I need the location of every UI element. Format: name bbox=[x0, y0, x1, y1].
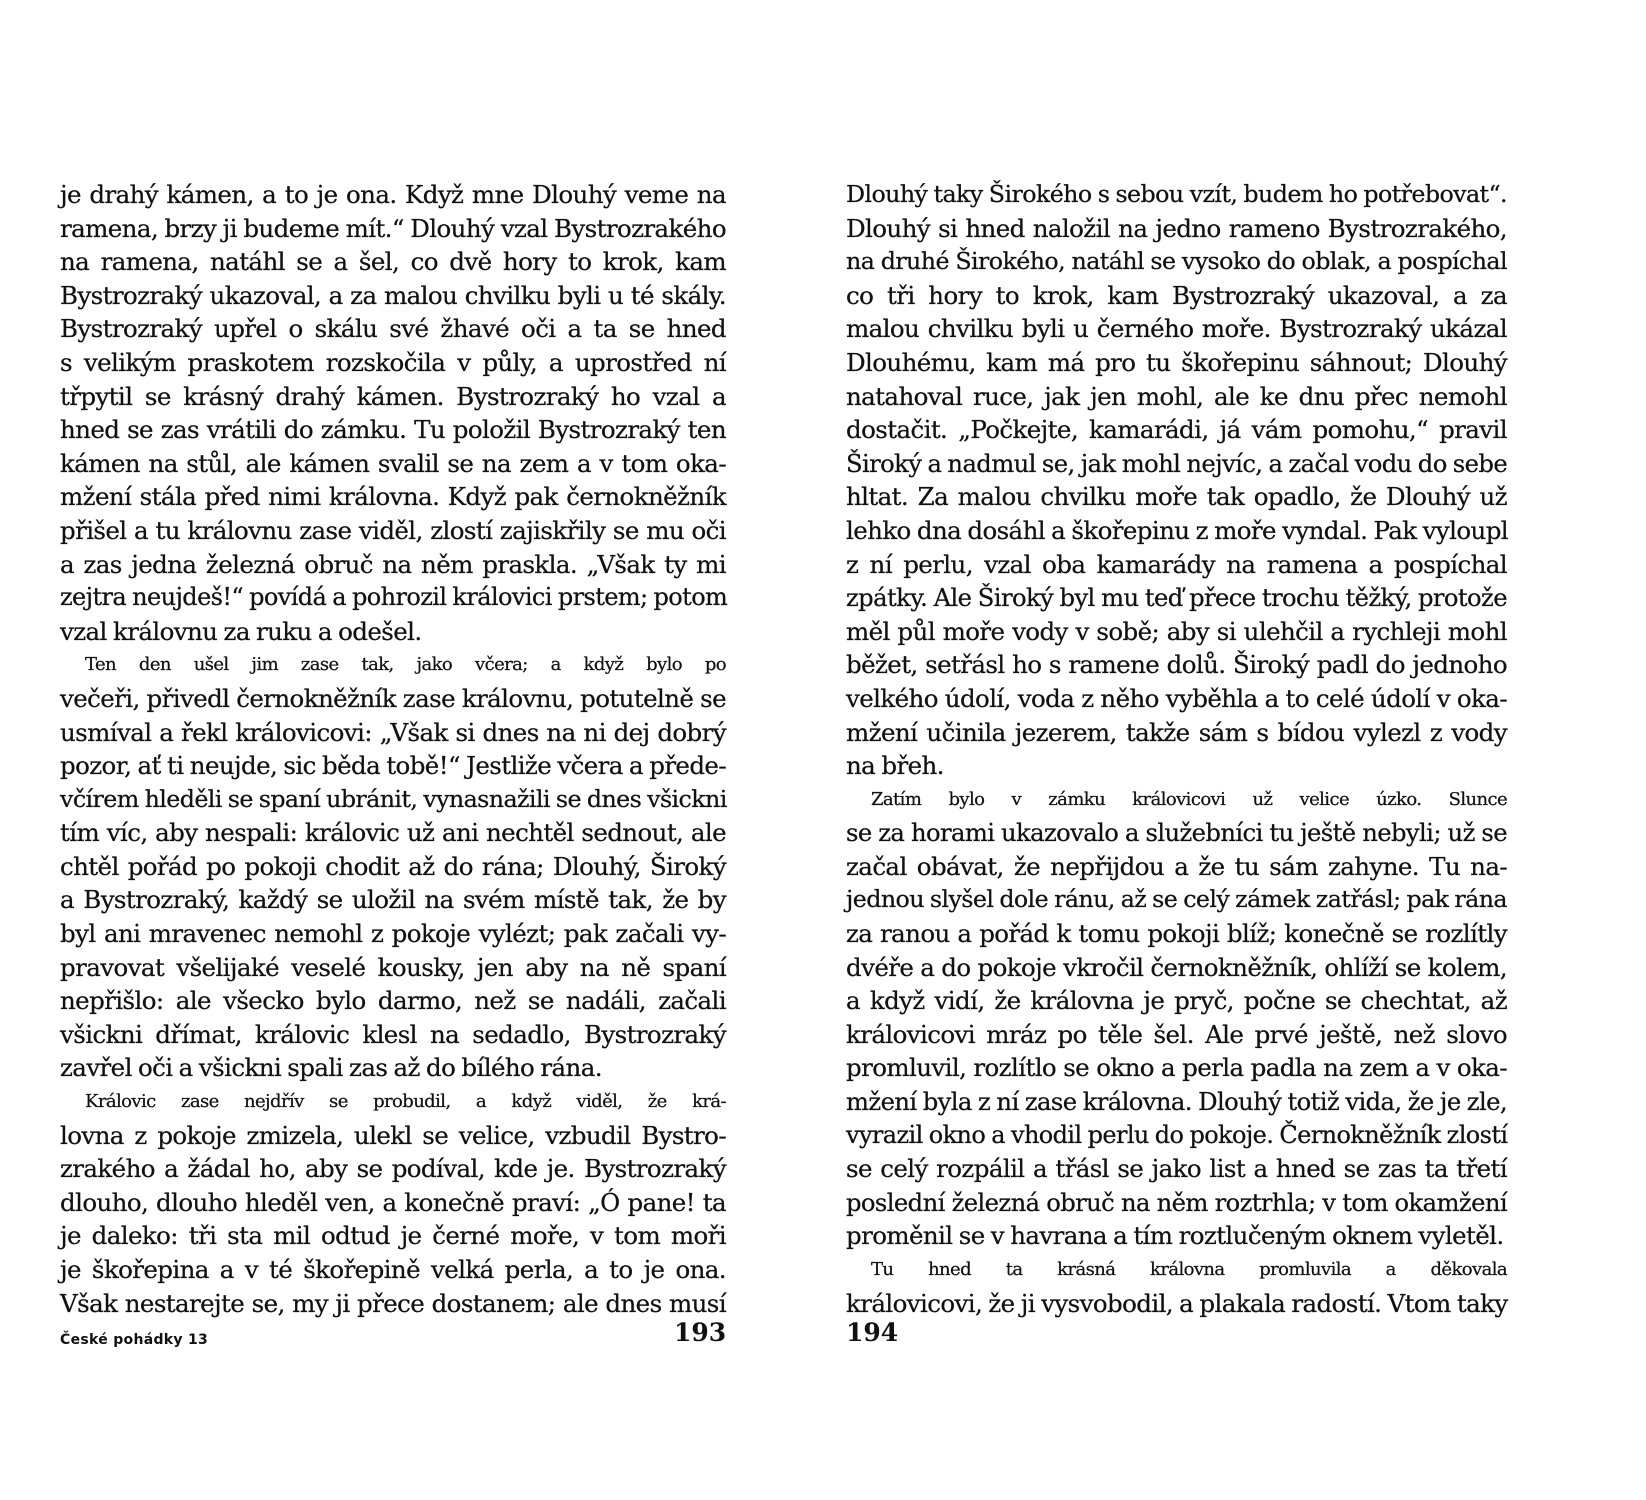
text-line: promluvil, rozlítlo se okno a perla padla na zem a v oka- bbox=[846, 1053, 1507, 1083]
text-line: včírem hleděli se spaní ubránit, vynasnažili se dnes všickni bbox=[60, 784, 727, 813]
text-line: usmíval a řekl královicovi: „Však si dnes na ni dej dobrý bbox=[60, 717, 726, 747]
text-line: tím víc, aby nespali: královic už ani nechtěl sednout, ale bbox=[60, 818, 726, 848]
text-line: mžení učinila jezerem, takže sám s bídou vylezl z vody bbox=[846, 717, 1507, 747]
text-line: Tu hned ta krásná královna promluvila a děkovala bbox=[871, 1259, 1507, 1280]
text-line: hned se zas vrátili do zámku. Tu položil Bystrozraký ten bbox=[60, 415, 726, 445]
text-line: zavřel oči a všickni spali zas až do bílého rána. bbox=[60, 1053, 602, 1083]
text-line: poslední železná obruč na něm roztrhla; v tom okamžení bbox=[846, 1187, 1507, 1217]
text-line: Zatím bylo v zámku královicovi už velice úzko. Slunce bbox=[871, 788, 1507, 810]
text-line: dvéře a do pokoje vkročil černokněžník, ohlíží se kolem, bbox=[846, 952, 1507, 982]
text-line: zejtra neujdeš!“ povídá a pohrozil královici prstem; potom bbox=[60, 583, 728, 612]
text-line: za ranou a pořád k tomu pokoji blíž; konečně se rozlítly bbox=[846, 919, 1507, 949]
text-line: královicovi, že ji vysvobodil, a plakala radostí. Vtom taky bbox=[846, 1288, 1508, 1318]
text-line: třpytil se krásný drahý kámen. Bystrozraký ho vzal a bbox=[60, 381, 726, 411]
text-line: Dlouhý taky Širokého s sebou vzít, budem ho potřebovat“. bbox=[846, 180, 1507, 208]
page-number-left: 193 bbox=[674, 1318, 727, 1347]
text-line: na ramena, natáhl se a šel, co dvě hory to krok, kam bbox=[60, 247, 726, 277]
text-line: královicovi mráz po těle šel. Ale prvé ještě, než slovo bbox=[846, 1019, 1507, 1049]
text-line: a Bystrozraký, každý se uložil na svém místě tak, že by bbox=[60, 885, 726, 915]
text-line: Však nestarejte se, my ji přece dostanem; ale dnes musí bbox=[60, 1288, 726, 1318]
text-line: se za horami ukazovalo a služebníci tu ještě nebyli; už se bbox=[846, 818, 1507, 848]
text-line: je drahý kámen, a to je ona. Když mne Dlouhý veme na bbox=[60, 180, 726, 209]
text-line: měl půl moře vody v sobě; aby si ulehčil a rychleji mohl bbox=[846, 616, 1507, 646]
text-line: dostačit. „Počkejte, kamarádi, já vám pomohu,“ pravil bbox=[846, 415, 1507, 445]
text-line: je škořepina a v té škořepině velká perla, a to je ona. bbox=[60, 1255, 726, 1284]
text-line: začal obávat, že nepřijdou a že tu sám zahyne. Tu na- bbox=[846, 851, 1507, 881]
text-line: hltat. Za malou chvilku moře tak opadlo, že Dlouhý už bbox=[846, 482, 1507, 512]
text-line: běžet, setřásl ho s ramene dolů. Široký padl do jednoho bbox=[846, 650, 1507, 680]
text-line: co tři hory to krok, kam Bystrozraký ukazoval, a za bbox=[846, 280, 1507, 310]
text-line: pozor, ať ti neujde, sic běda tobě!“ Jestliže včera a přede- bbox=[60, 751, 726, 781]
text-line: ramena, brzy ji budeme mít.“ Dlouhý vzal Bystrozrakého bbox=[60, 213, 726, 243]
text-line: natahoval ruce, jak jen mohl, ale ke dnu přec nemohl bbox=[846, 381, 1507, 411]
text-line: a když vidí, že královna je pryč, počne se chechtat, až bbox=[846, 986, 1507, 1016]
text-line: malou chvilku byli u černého moře. Bystrozraký ukázal bbox=[846, 314, 1507, 344]
text-line: mžení stála před nimi královna. Když pak černokněžník bbox=[60, 482, 726, 512]
text-line: vyrazil okno a vhodil perlu do pokoje. Černokněžník zlostí bbox=[846, 1120, 1508, 1149]
text-line: Široký a nadmul se, jak mohl nejvíc, a začal vodu do sebe bbox=[846, 448, 1508, 478]
text-line: a zas jedna železná obruč na něm praskla. „Však ty mi bbox=[60, 549, 726, 579]
text-line: je daleko: tři sta mil odtud je černé moře, v tom moři bbox=[60, 1221, 726, 1251]
text-line: na břeh. bbox=[846, 751, 944, 781]
text-line: večeři, přivedl černokněžník zase královnu, potutelně se bbox=[60, 683, 726, 713]
text-line: kámen na stůl, ale kámen svalil se na zem a v tom oka- bbox=[60, 448, 726, 478]
text-line: jednou slyšel dole ránu, až se celý zámek zatřásl; pak rána bbox=[846, 885, 1507, 914]
text-line: zpátky. Ale Široký byl mu teď přece trochu těžký, protože bbox=[846, 583, 1507, 613]
text-line: z ní perlu, vzal oba kamarády na ramena a pospíchal bbox=[846, 549, 1507, 579]
text-line: na druhé Širokého, natáhl se vysoko do oblak, a pospíchal bbox=[846, 247, 1507, 276]
text-line: dlouho, dlouho hleděl ven, a konečně praví: „Ó pane! ta bbox=[60, 1187, 726, 1217]
text-line: Dlouhému, kam má pro tu škořepinu sáhnout; Dlouhý bbox=[846, 347, 1507, 377]
text-line: Královic zase nejdřív se probudil, a když viděl, že krá- bbox=[85, 1091, 726, 1113]
page-number-right: 194 bbox=[846, 1318, 899, 1347]
text-line: velkého údolí, voda z něho vyběhla a to celé údolí v oka- bbox=[846, 683, 1507, 713]
text-line: se celý rozpálil a třásl se jako list a hned se zas ta třetí bbox=[846, 1154, 1507, 1184]
running-footer-title: České pohádky 13 bbox=[60, 1332, 209, 1348]
text-line: vzal královnu za ruku a odešel. bbox=[60, 616, 422, 646]
right-page-text bbox=[846, 178, 1507, 1320]
left-page-text bbox=[60, 178, 726, 1320]
text-line: lehko dna dosáhl a škořepinu z moře vyndal. Pak vyloupl bbox=[846, 515, 1509, 545]
text-line: všickni dřímat, královic klesl na sedadlo, Bystrozraký bbox=[60, 1019, 726, 1049]
text-line: mžení byla z ní zase královna. Dlouhý totiž vida, že je zle, bbox=[846, 1087, 1507, 1117]
text-line: s velikým praskotem rozskočila v půly, a uprostřed ní bbox=[60, 347, 726, 377]
text-line: Ten den ušel jim zase tak, jako včera; a když bylo po bbox=[85, 654, 726, 676]
text-line: Bystrozraký ukazoval, a za malou chvilku byli u té skály. bbox=[60, 280, 726, 310]
text-line: Bystrozraký upřel o skálu své žhavé oči a ta se hned bbox=[60, 314, 726, 344]
text-line: chtěl pořád po pokoji chodit až do rána; Dlouhý, Široký bbox=[60, 851, 726, 881]
text-line: byl ani mravenec nemohl z pokoje vylézt; pak začali vy- bbox=[60, 919, 726, 949]
text-line: Dlouhý si hned naložil na jedno rameno Bystrozrakého, bbox=[846, 213, 1507, 243]
text-line: pravovat všelijaké veselé kousky, jen aby na ně spaní bbox=[60, 952, 726, 982]
text-line: lovna z pokoje zmizela, ulekl se velice, vzbudil Bystro- bbox=[60, 1120, 726, 1150]
text-line: přišel a tu královnu zase viděl, zlostí zajiskřily se mu oči bbox=[60, 515, 726, 545]
text-line: zrakého a žádal ho, aby se podíval, kde je. Bystrozraký bbox=[60, 1154, 726, 1184]
text-line: nepřišlo: ale všecko bylo darmo, než se nadáli, začali bbox=[60, 986, 726, 1016]
text-line: proměnil se v havrana a tím roztlučeným oknem vyletěl. bbox=[846, 1221, 1504, 1251]
